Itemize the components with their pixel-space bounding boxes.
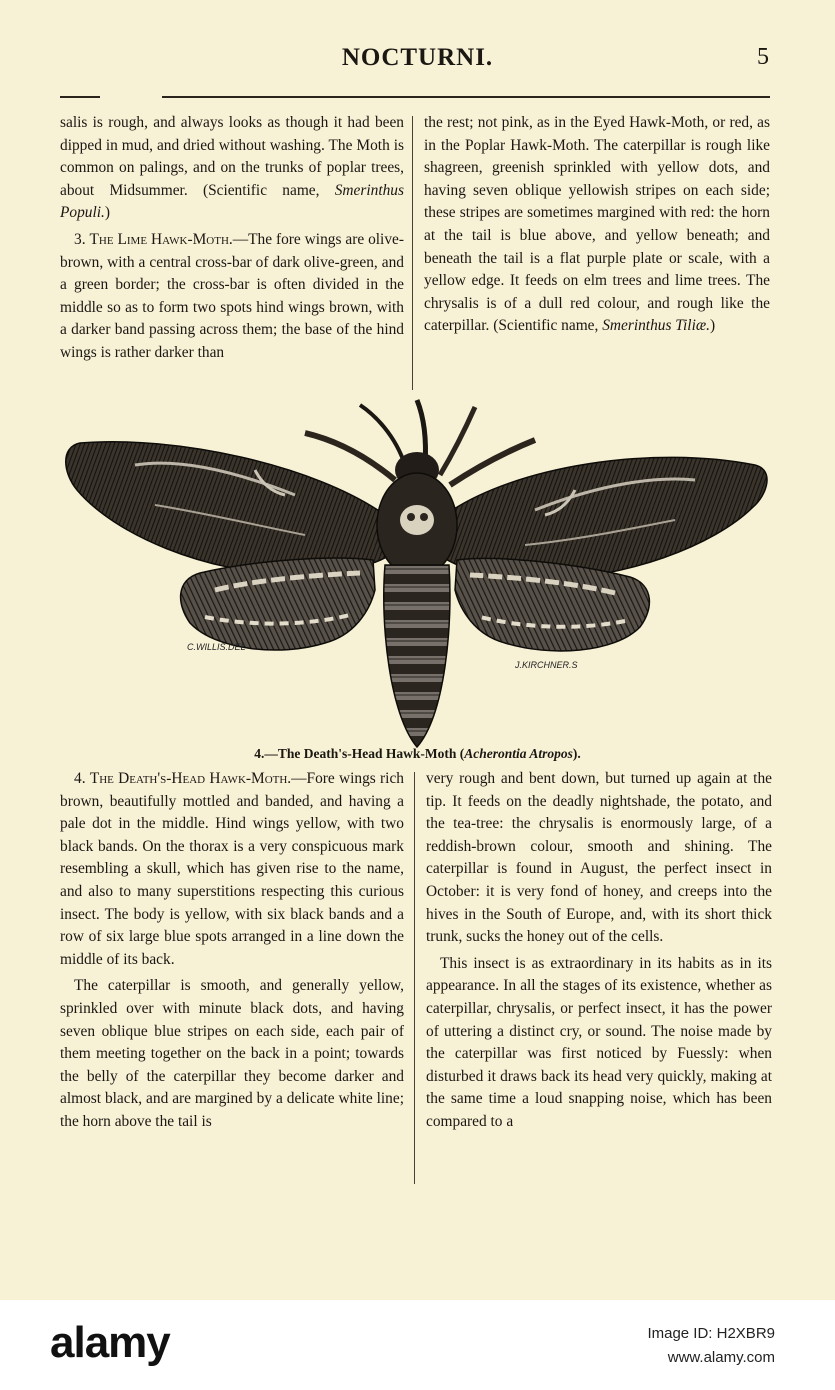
left-leg <box>305 433 395 480</box>
paragraph <box>60 768 404 971</box>
text-column-top-right <box>424 112 770 342</box>
right-leg <box>440 407 475 475</box>
site-url: www.alamy.com <box>667 1349 775 1366</box>
right-hindwing <box>455 559 649 651</box>
paragraph-text: ) <box>709 317 716 335</box>
column-divider <box>414 772 415 1184</box>
caption-text: 4.—The Death's-Head Hawk-Moth ( <box>254 746 465 761</box>
paragraph <box>424 112 770 338</box>
column-divider <box>412 116 413 390</box>
paragraph: very rough and bent down, but turned up again at the tip. It feeds on the deadly nightshade, the potato, and the tea-tree: the chrysalis is enormously large, of a reddish-brown colour, smooth and shining. The caterpillar is found in August, the perfect insect in October: it is very fond of honey, and creeps into the hives in the South of Europe, and, with its short thick trunk, sucks the honey out of the cells. <box>426 770 772 946</box>
caption-scientific-name: Acherontia Atropos <box>464 746 573 761</box>
stock-info <box>647 1322 775 1370</box>
paragraph-text: —The fore wings are olive-brown, with a central cross-bar of dark olive-green, and a green border; the cross-bar is often divided in the middle so as to form two spots hind wings brown, with a darker band passing across them; the base of the hind wings is rather darker than <box>60 230 404 361</box>
moth-illustration <box>55 395 775 755</box>
engraver-signature: J.KIRCHNER.S <box>515 660 578 670</box>
text-column-bottom-right <box>426 768 772 1138</box>
text-column-top-left <box>60 112 404 369</box>
paragraph: The caterpillar is smooth, and generally yellow, sprinkled over with minute black dots, and having seven oblique blue stripes on each side, each pair of them meeting together on the back in a point; towards the belly of the caterpillar they become darker and almost black, and are margined by a delicate white line; the horn above the tail is <box>60 977 404 1130</box>
left-hindwing <box>181 558 375 650</box>
entry-title: The Lime Hawk-Moth. <box>89 230 233 248</box>
skull-mark <box>400 505 434 535</box>
engraver-signature: C.WILLIS.DEL <box>187 642 246 652</box>
moth-abdomen <box>384 565 450 747</box>
scientific-name: Smerinthus Tiliæ. <box>602 317 710 335</box>
entry-number: 3. <box>74 230 86 248</box>
paragraph-text: ) <box>104 204 111 222</box>
image-id: Image ID: H2XBR9 <box>647 1325 775 1342</box>
paragraph-text: the rest; not pink, as in the Eyed Hawk-Moth, or red, as in the Poplar Hawk-Moth. The caterpillar is rough like shagreen, greenish sprinkled with yellow dots, and having seven oblique yellowish stripes on each side; these stripes are sometimes margined with red: the horn at the tail is blue above, and yellow beneath; and beneath the tail is a flat purple plate or scale, with a yellow edge. It feeds on elm trees and lime trees. The chrysalis is of a dull red colour, and rough like the caterpillar. (Scientific name, <box>424 114 770 335</box>
scientific-name: Smerinthus Populi. <box>60 181 404 222</box>
stock-logo: alamy <box>50 1318 170 1367</box>
paragraph-text: —Fore wings rich brown, beautifully mottled and banded, and having a pale dot in the middle. Hind wings yellow, with two black bands. On the thorax is a very conspicuous mark resembling a skull, which has given rise to the name, and also to many superstitions respecting this curious insect. The body is yellow, with six black bands and a row of six large blue spots arranged in a line down the middle of its back. <box>60 770 404 968</box>
header-rule-short <box>60 96 100 98</box>
paragraph <box>60 112 404 225</box>
header-rule <box>162 96 770 98</box>
paragraph <box>60 229 404 365</box>
text-column-bottom-left <box>60 768 404 1138</box>
page-number: 5 <box>757 44 769 70</box>
paragraph-text: salis is rough, and always looks as though it had been dipped in mud, and dried without washing. The Moth is common on palings, and on the trunks of poplar trees, about Midsummer. (Scientific name, <box>60 114 404 199</box>
figure-caption <box>0 746 835 762</box>
paragraph: This insect is as extraordinary in its habits as in its appearance. In all the stages of its existence, whether as caterpillar, chrysalis, or perfect insect, it has the power of uttering a distinct cry, or sound. The noise made by the caterpillar was first noticed by Fuessly: when disturbed it draws back its head very quickly, making at the same time a loud snapping noise, which has been compared to a <box>426 954 772 1130</box>
entry-number: 4. <box>74 770 86 787</box>
caption-text: ). <box>572 746 581 761</box>
left-forewing <box>66 442 390 575</box>
running-head: NOCTURNI. <box>341 44 494 71</box>
entry-title: The Death's-Head Hawk-Moth. <box>89 770 292 787</box>
